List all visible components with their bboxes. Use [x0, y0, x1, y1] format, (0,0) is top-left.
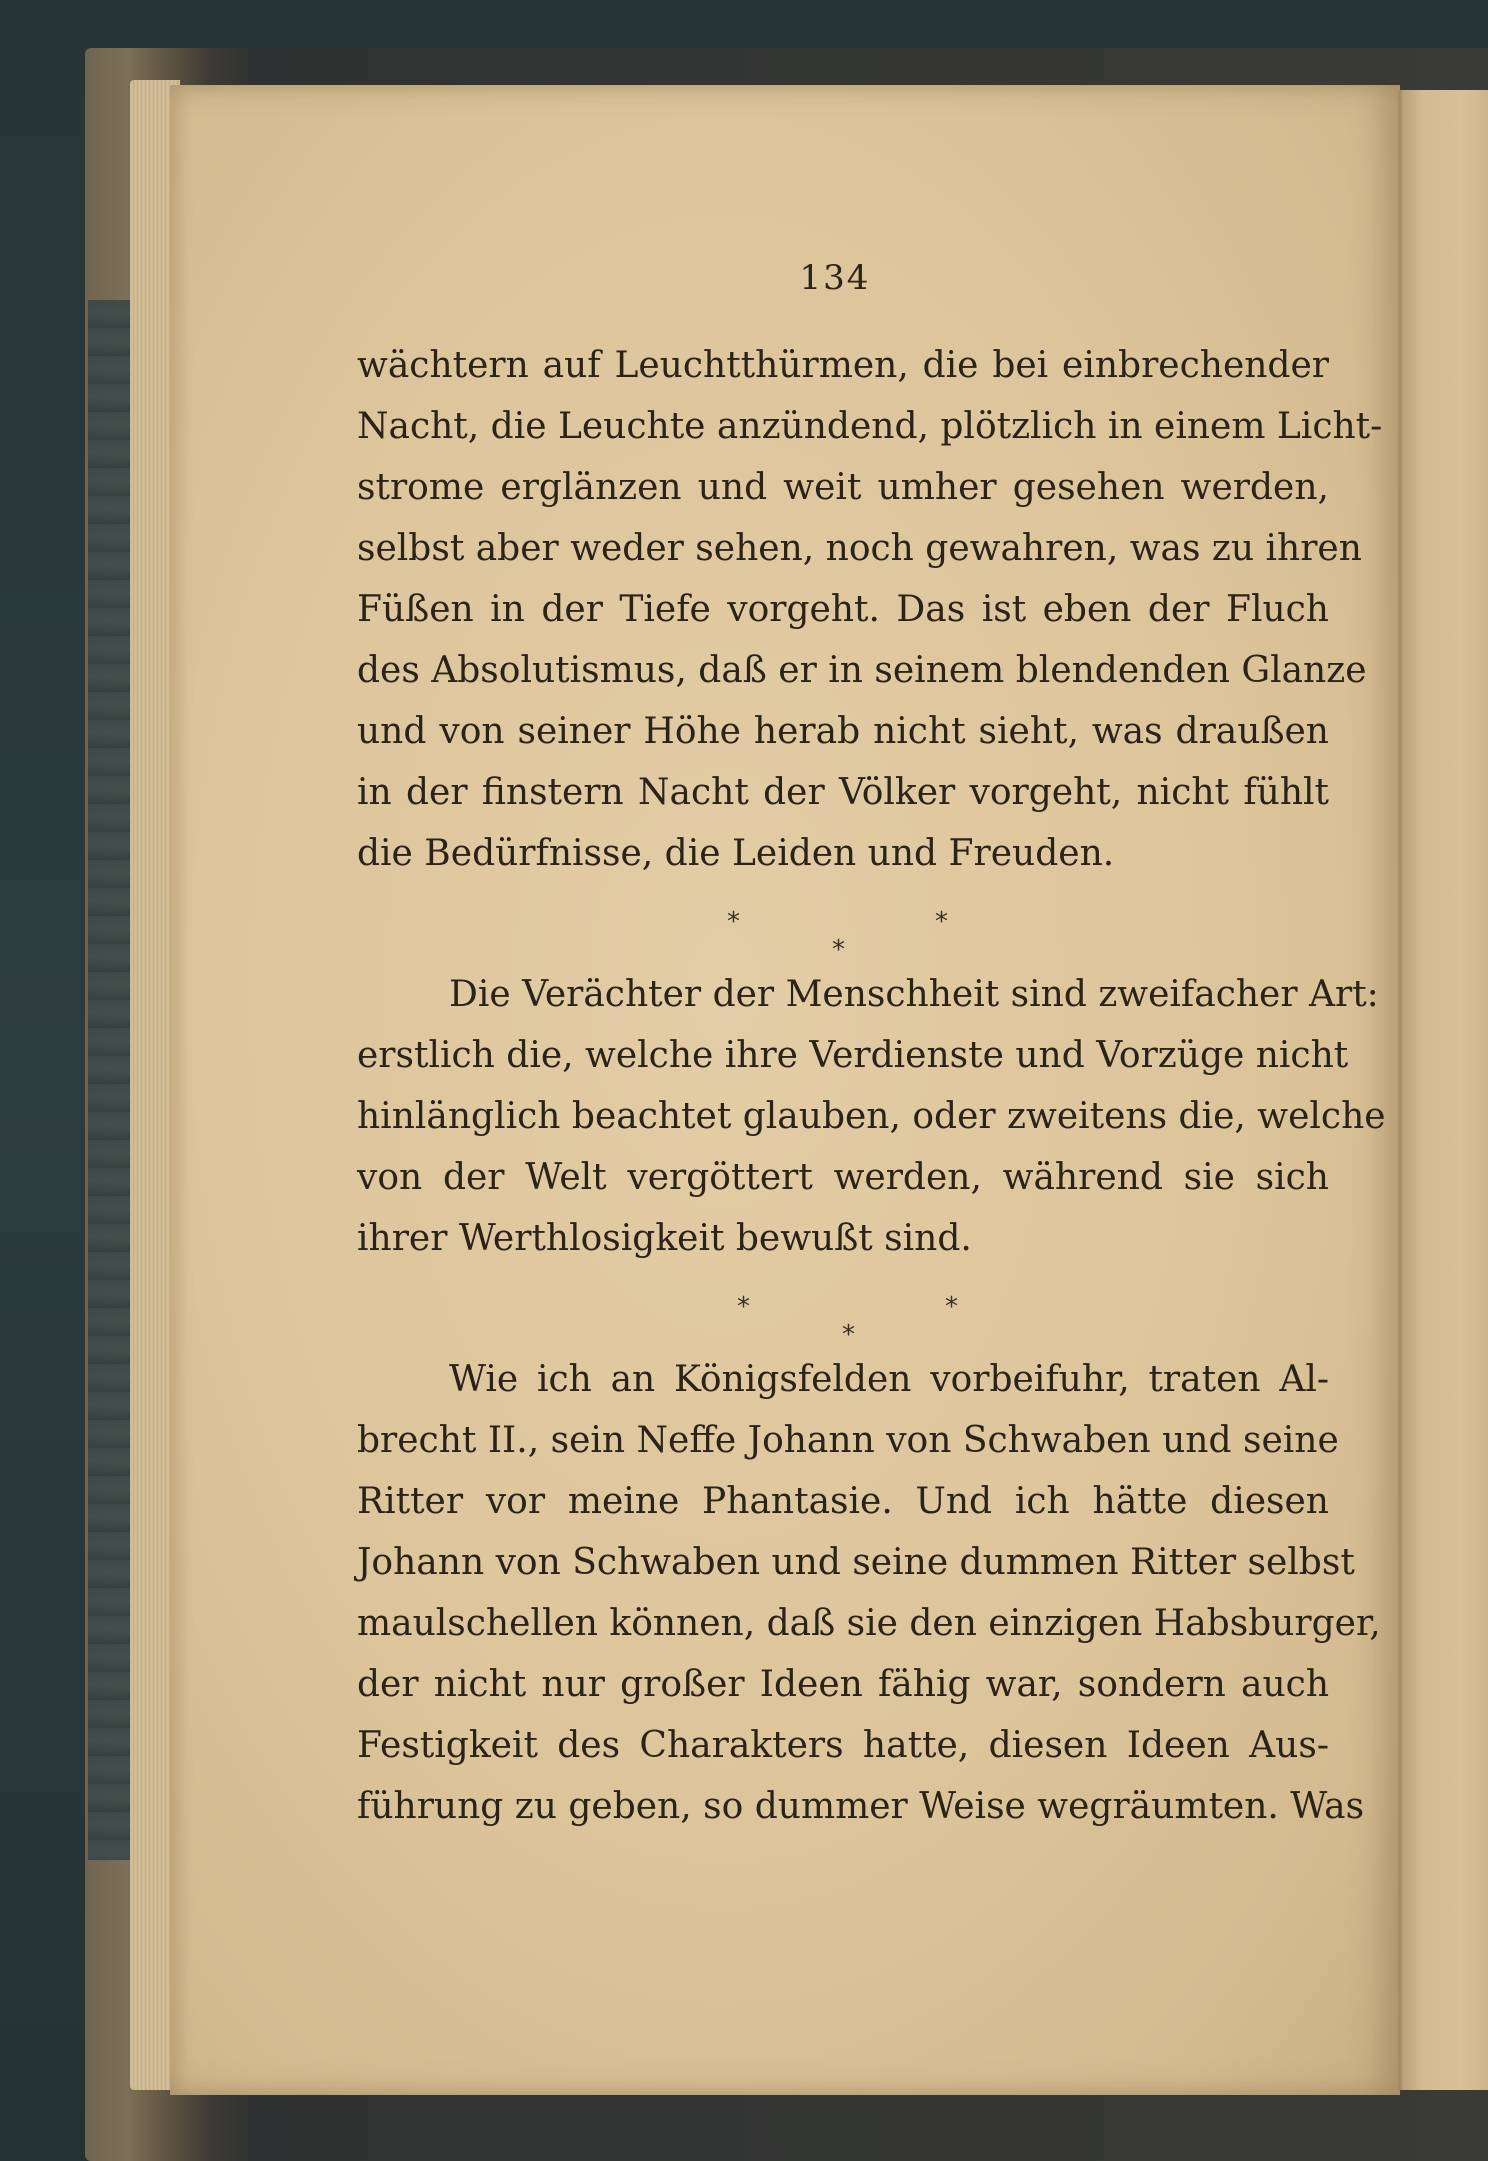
text-line: die Bedürfnisse, die Leiden und Freuden.: [357, 833, 1115, 874]
text-line: führung zu geben, so dummer Weise wegräumten. Was: [357, 1786, 1365, 1827]
text-line: Festigkeit des Charakters hatte, diesen Ideen Aus-: [357, 1725, 1329, 1766]
text-line: ihrer Werthlosigkeit bewußt sind.: [357, 1218, 972, 1259]
text-line: und von seiner Höhe herab nicht sieht, was draußen: [357, 711, 1329, 752]
text-line: selbst aber weder sehen, noch gewahren, was zu ihren: [357, 528, 1362, 569]
separator-star: *: [945, 1292, 958, 1322]
cover-binding: [88, 300, 136, 1860]
text-line: Johann von Schwaben und seine dummen Ritter selbst: [357, 1542, 1355, 1583]
text-line: Die Verächter der Menschheit sind zweifacher Art:: [449, 974, 1379, 1015]
text-line: Nacht, die Leuchte anzündend, plötzlich in einem Licht-: [357, 406, 1383, 447]
text-line: wächtern auf Leuchtthürmen, die bei einbrechender: [357, 345, 1329, 386]
text-line: Ritter vor meine Phantasie. Und ich hätte diesen: [357, 1481, 1329, 1522]
text-line: des Absolutismus, daß er in seinem blendenden Glanze: [357, 650, 1367, 691]
text-line: brecht II., sein Neffe Johann von Schwaben und seine: [357, 1420, 1339, 1461]
separator-star: *: [842, 1320, 855, 1350]
page-gutter: [1398, 90, 1402, 2090]
text-line: Wie ich an Königsfelden vorbeifuhr, traten Al-: [449, 1359, 1329, 1400]
page-number: 134: [799, 258, 871, 298]
text-line: von der Welt vergöttert werden, während sie sich: [357, 1157, 1329, 1198]
text-line: maulschellen können, daß sie den einzigen Habsburger,: [357, 1603, 1381, 1644]
text-line: hinlänglich beachtet glauben, oder zweitens die, welche: [357, 1096, 1386, 1137]
separator-star: *: [935, 907, 948, 937]
text-line: der nicht nur großer Ideen fähig war, sondern auch: [357, 1664, 1329, 1705]
section-separator: [357, 1269, 1329, 1349]
page-text: [357, 335, 1386, 1837]
text-line: strome erglänzen und weit umher gesehen werden,: [357, 467, 1329, 508]
section-separator: [357, 884, 1329, 964]
separator-star: *: [727, 907, 740, 937]
text-line: in der finstern Nacht der Völker vorgeht, nicht fühlt: [357, 772, 1329, 813]
text-line: erstlich die, welche ihre Verdienste und Vorzüge nicht: [357, 1035, 1349, 1076]
facing-page-edge: [1400, 90, 1488, 2090]
text-line: Füßen in der Tiefe vorgeht. Das ist eben der Fluch: [357, 589, 1329, 630]
separator-star: *: [737, 1292, 750, 1322]
separator-star: *: [832, 935, 845, 965]
